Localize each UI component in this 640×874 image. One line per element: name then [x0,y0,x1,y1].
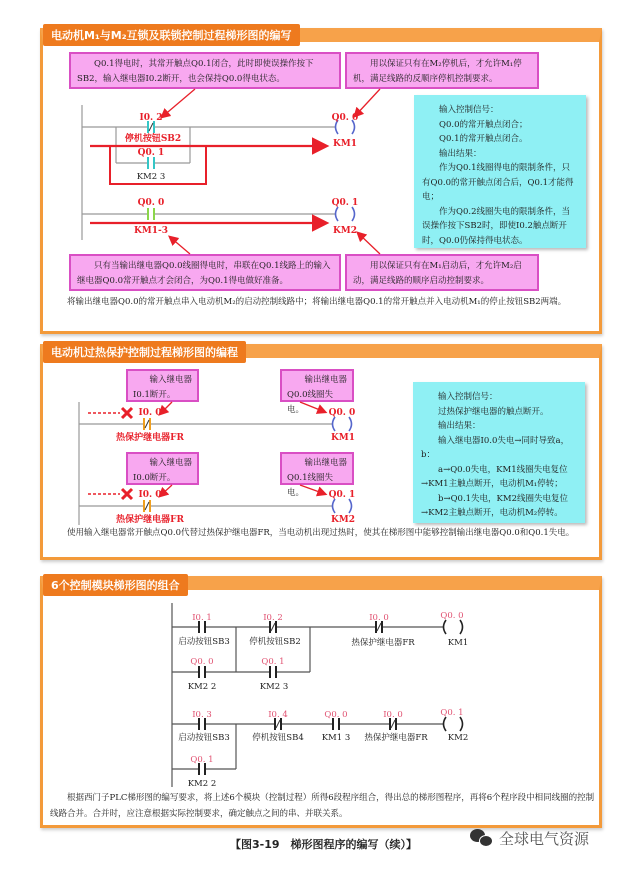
coil-name: KM2 [447,733,469,743]
red-arrow [300,485,325,494]
contact-name: KM2 3 [259,682,289,692]
contact-name: 停机按钮SB2 [249,637,301,647]
coil-arc [336,207,339,221]
contact-address: I0. 0 [138,490,162,500]
coil-symbol [333,417,352,431]
red-arrow [358,233,380,254]
coil-arc [349,417,352,431]
contact-name: 停机按钮SB4 [252,733,304,743]
x-mark-icon [122,408,132,418]
no-contact-symbol [148,157,154,169]
no-contact-symbol [148,208,154,220]
contact-address: I0. 2 [139,113,163,123]
callout-line1: 输入继电器 [149,375,192,385]
contact-address: Q0. 0 [324,710,348,720]
contact-address: I0. 4 [268,710,288,720]
coil-symbol [444,620,463,634]
section1-title: 电动机M₁与M₂互锁及联锁控制过程梯形图的编写 [43,24,300,46]
red-arrow [160,402,172,414]
contact-address: Q0. 1 [261,657,285,667]
coil-address: Q0. 1 [331,198,359,208]
nc-contact-symbol [144,500,150,512]
coil-name: KM1 [447,638,469,648]
red-arrow [170,237,190,254]
callout-q01-hold: Q0.1得电时，其常开触点Q0.1闭合，此时即使误操作按下SB2，输入继电器I0.2断开，也会保持Q0.0得电状态。 [69,52,341,89]
contact-address: Q0. 1 [137,148,165,158]
contact-address: Q0. 1 [190,755,214,765]
contact-name: 停机按钮SB2 [124,134,182,144]
contact-name: 热保护继电器FR [351,638,415,648]
section2-title: 电动机过热保护控制过程梯形图的编程 [43,341,246,363]
coil-address: Q0. 1 [328,490,356,500]
red-arrow [162,89,195,117]
contact-address: I0. 1 [192,613,212,623]
note-line: 作为Q0.2线圈失电的限制条件，当误操作按下SB2时，即使I0.2触点断开时，Q0.0仍保持得电状态。 [422,206,570,246]
coil-arc [444,620,447,634]
note-line: 输出结果： [439,148,482,159]
coil-name: KM1 [332,139,358,149]
contact-address: Q0. 0 [190,657,214,667]
coil-arc [333,417,336,431]
contact-name: 启动按钮SB3 [178,733,230,743]
contact-name: KM2 2 [187,779,217,789]
note-line: b→Q0.1失电，KM2线圈失电复位→KM2主触点断开，电动机M₂停转。 [421,493,569,518]
note-line: 输入控制信号： [438,392,498,402]
coil-arc [460,620,463,634]
coil-symbol [444,717,463,731]
note-line: 作为Q0.1线圈得电的限制条件，只有Q0.0的常开触点闭合后，Q0.1才能得电； [422,163,574,202]
section1-paragraph: 将输出继电器Q0.0的常开触点串入电动机M₂的启动控制线路中；将输出继电器Q0.1的常开触点并入电动机M₁的停止按钮SB2两端。 [67,297,567,307]
watermark-text: 全球电气资源 [499,830,590,848]
callout-line1: 输出继电器 [304,458,347,468]
red-arrow [160,485,172,496]
note-line: Q0.1的常开触点闭合。 [439,134,528,144]
coil-symbol [336,207,355,221]
callout-reverse-stop: 用以保证只有在M₂停机后，才允许M₁停机，满足线路的反顺序停机控制要求。 [345,52,539,89]
section2-paragraph: 使用输入继电器常开触点Q0.0代替过热保护继电器FR，当电动机出现过热时，使其在梯形图中能够控制输出继电器Q0.0和Q0.1失电。 [67,528,575,538]
figure-caption: 【图3-19 梯形图程序的编写（续）】 [230,838,418,851]
coil-address: Q0. 0 [328,408,356,418]
nc-contact-symbol [144,418,150,430]
callout-sequential-start: 用以保证只有在M₁启动后，才允许M₂启动，满足线路的顺序启动控制要求。 [345,254,539,291]
no-contact-symbol [199,666,205,678]
note-line: 过热保护继电器的触点断开。 [438,406,549,417]
no-contact-symbol [270,666,276,678]
contact-address: I0. 0 [383,710,403,720]
coil-arc [349,499,352,513]
contact-name: KM2 2 [187,682,217,692]
contact-name: 热保护继电器FR [364,733,428,743]
coil-address: Q0. 0 [440,611,464,621]
coil-address: Q0. 1 [440,708,464,718]
x-mark-icon [122,489,132,499]
note-line: Q0.0的常开触点闭合； [439,119,528,130]
contact-name: KM1 3 [321,733,351,743]
contact-name: 热保护继电器FR [116,433,184,443]
contact-address: I0. 2 [263,613,283,623]
contact-address: I0. 0 [138,408,162,418]
contact-address: I0. 3 [192,710,212,720]
callout-q00-prepare: 只有当输出继电器Q0.0线圈得电时，串联在Q0.1线路上的输入继电器Q0.0常开触点才会闭合，为Q0.1得电做好准备。 [69,254,341,291]
contact-address: I0. 0 [369,613,389,623]
coil-symbol [333,499,352,513]
note-line: a→Q0.0失电，KM1线圈失电复位→KM1主触点断开，电动机M₁停转； [421,464,568,489]
callout-line2: I0.1断开。 [133,390,176,400]
contact-name: KM2 3 [136,172,166,182]
contact-name: 启动按钮SB3 [178,637,230,647]
coil-arc [444,717,447,731]
coil-name: KM1 [330,433,356,443]
note-line: 输入控制信号： [439,105,499,115]
note-line: 输入继电器I0.0失电→同时导致a，b： [421,435,570,460]
coil-arc [352,207,355,221]
coil-name: KM2 [332,226,358,236]
section3-paragraph: 根据西门子PLC梯形图的编写要求，将上述6个模块（控制过程）所得6段程序组合，得出总的梯形图程序，再将6个程序段中相同线圈的控制线路合并。合并时，应注意根据实际控制要求，确定触点之间的串、并联关系。 [50,793,595,819]
callout-line1: 输出继电器 [304,375,347,385]
callout-line2: I0.0断开。 [133,473,176,483]
red-arrow [355,89,380,116]
section3-title: 6个控制模块梯形图的组合 [43,574,188,596]
contact-address: Q0. 0 [137,198,165,208]
red-arrow [300,402,325,412]
coil-arc [333,499,336,513]
coil-name: KM2 [330,515,356,525]
callout-line1: 输入继电器 [149,458,192,468]
contact-name: KM1-3 [133,226,169,236]
callout-line2: Q0.0线圈失电。 [287,390,333,415]
note-line: 输出结果： [438,421,481,431]
contact-name: 热保护继电器FR [116,515,184,525]
callout-line2: Q0.1线圈失电。 [287,473,333,498]
coil-arc [460,717,463,731]
coil-address: Q0. 0 [331,113,359,123]
